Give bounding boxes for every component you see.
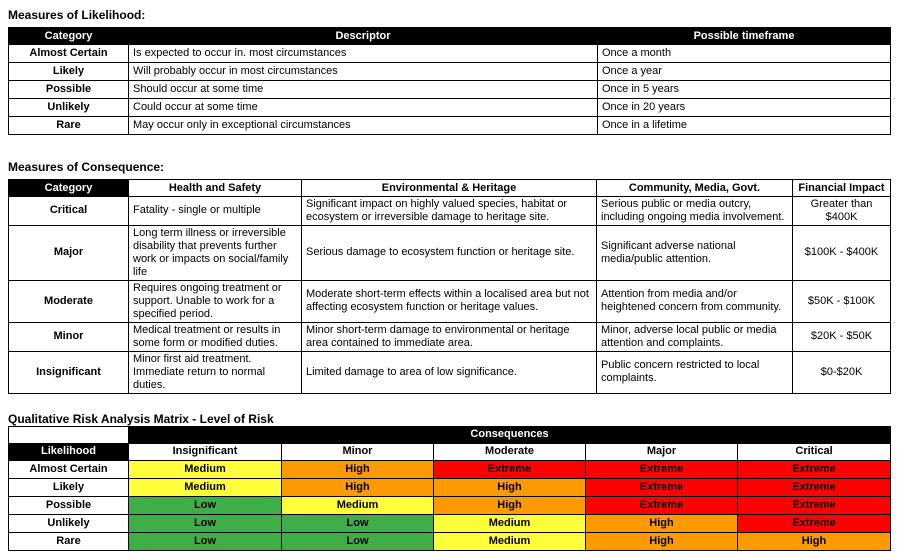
community-cell: Minor, adverse local public or media attention and complaints.: [597, 322, 793, 351]
consequence-col-header-environment: Environmental & Heritage: [302, 180, 597, 197]
risk-cell: High: [738, 532, 891, 550]
risk-cell: High: [586, 532, 738, 550]
risk-cell: Extreme: [434, 460, 586, 478]
consequence-col-header-health: Health and Safety: [129, 180, 302, 197]
consequence-header-row: [9, 180, 891, 197]
health-cell: Long term illness or irreversible disability that prevents further work or impacts on social/family life: [129, 225, 302, 280]
risk-cell: Extreme: [738, 478, 891, 496]
consequences-header: Consequences: [129, 426, 891, 443]
likelihood-header: Likelihood: [9, 443, 129, 460]
category-cell: Almost Certain: [9, 45, 129, 63]
category-cell: Likely: [9, 63, 129, 81]
matrix-corner-cell: [9, 426, 129, 443]
descriptor-cell: Is expected to occur in. most circumstances: [129, 45, 598, 63]
likelihood-cell: Likely: [9, 478, 129, 496]
matrix-col-header: Major: [586, 443, 738, 460]
consequence-col-header-category: Category: [9, 180, 129, 197]
table-row: [9, 81, 891, 99]
likelihood-col-header-timeframe: Possible timeframe: [598, 28, 891, 45]
risk-cell: High: [586, 514, 738, 532]
matrix-header-row: [9, 443, 891, 460]
consequence-section-title: Measures of Consequence:: [8, 160, 165, 174]
financial-cell: $0-$20K: [793, 351, 891, 393]
descriptor-cell: Will probably occur in most circumstances: [129, 63, 598, 81]
risk-cell: Medium: [282, 496, 434, 514]
community-cell: Public concern restricted to local complaints.: [597, 351, 793, 393]
risk-cell: High: [434, 478, 586, 496]
financial-cell: $20K - $50K: [793, 322, 891, 351]
risk-cell: Medium: [129, 478, 282, 496]
community-cell: Significant adverse national media/public attention.: [597, 225, 793, 280]
table-row: [9, 117, 891, 135]
health-cell: Fatality - single or multiple: [129, 197, 302, 226]
risk-cell: Extreme: [738, 496, 891, 514]
community-cell: Attention from media and/or heightened concern from community.: [597, 280, 793, 322]
risk-cell: Low: [129, 496, 282, 514]
risk-cell: Low: [129, 532, 282, 550]
table-row: [9, 45, 891, 63]
risk-cell: Extreme: [586, 496, 738, 514]
timeframe-cell: Once in 20 years: [598, 99, 891, 117]
table-row: [9, 63, 891, 81]
table-row: [9, 99, 891, 117]
timeframe-cell: Once in 5 years: [598, 81, 891, 99]
matrix-col-header: Minor: [282, 443, 434, 460]
financial-cell: $50K - $100K: [793, 280, 891, 322]
health-cell: Minor first aid treatment. Immediate return to normal duties.: [129, 351, 302, 393]
category-cell: Insignificant: [9, 351, 129, 393]
risk-cell: Medium: [434, 532, 586, 550]
likelihood-table: [8, 27, 891, 135]
risk-cell: Low: [282, 514, 434, 532]
category-cell: Rare: [9, 117, 129, 135]
environment-cell: Serious damage to ecosystem function or heritage site.: [302, 225, 597, 280]
risk-cell: Extreme: [586, 460, 738, 478]
matrix-consequences-row: [9, 426, 891, 443]
risk-cell: High: [282, 478, 434, 496]
environment-cell: Minor short-term damage to environmental or heritage area contained to immediate area.: [302, 322, 597, 351]
descriptor-cell: May occur only in exceptional circumstances: [129, 117, 598, 135]
environment-cell: Significant impact on highly valued species, habitat or ecosystem or irreversible damage to heritage site.: [302, 197, 597, 226]
likelihood-cell: Possible: [9, 496, 129, 514]
matrix-row: [9, 532, 891, 550]
risk-cell: Low: [282, 532, 434, 550]
likelihood-col-header-category: Category: [9, 28, 129, 45]
environment-cell: Limited damage to area of low significance.: [302, 351, 597, 393]
table-row: [9, 351, 891, 393]
timeframe-cell: Once in a lifetime: [598, 117, 891, 135]
likelihood-cell: Almost Certain: [9, 460, 129, 478]
matrix-row: [9, 496, 891, 514]
consequence-col-header-financial: Financial Impact: [793, 180, 891, 197]
descriptor-cell: Should occur at some time: [129, 81, 598, 99]
matrix-row: [9, 514, 891, 532]
risk-cell: Medium: [434, 514, 586, 532]
likelihood-cell: Rare: [9, 532, 129, 550]
table-row: [9, 197, 891, 226]
descriptor-cell: Could occur at some time: [129, 99, 598, 117]
likelihood-col-header-descriptor: Descriptor: [129, 28, 598, 45]
risk-cell: Extreme: [586, 478, 738, 496]
risk-cell: Extreme: [738, 460, 891, 478]
environment-cell: Moderate short-term effects within a localised area but not affecting ecosystem function or heritage values.: [302, 280, 597, 322]
likelihood-cell: Unlikely: [9, 514, 129, 532]
financial-cell: Greater than $400K: [793, 197, 891, 226]
financial-cell: $100K - $400K: [793, 225, 891, 280]
risk-cell: High: [434, 496, 586, 514]
matrix-col-header: Insignificant: [129, 443, 282, 460]
timeframe-cell: Once a month: [598, 45, 891, 63]
table-row: [9, 322, 891, 351]
category-cell: Possible: [9, 81, 129, 99]
risk-cell: Extreme: [738, 514, 891, 532]
risk-cell: Low: [129, 514, 282, 532]
health-cell: Requires ongoing treatment or support. Unable to work for a specified period.: [129, 280, 302, 322]
community-cell: Serious public or media outcry, including ongoing media involvement.: [597, 197, 793, 226]
health-cell: Medical treatment or results in some form or modified duties.: [129, 322, 302, 351]
matrix-row: [9, 460, 891, 478]
risk-matrix-table: [8, 426, 891, 551]
consequence-table: [8, 179, 891, 394]
matrix-col-header: Moderate: [434, 443, 586, 460]
likelihood-section-title: Measures of Likelihood:: [8, 8, 146, 22]
risk-cell: Medium: [129, 460, 282, 478]
category-cell: Unlikely: [9, 99, 129, 117]
category-cell: Major: [9, 225, 129, 280]
matrix-col-header: Critical: [738, 443, 891, 460]
risk-cell: High: [282, 460, 434, 478]
timeframe-cell: Once a year: [598, 63, 891, 81]
likelihood-header-row: [9, 28, 891, 45]
matrix-row: [9, 478, 891, 496]
category-cell: Moderate: [9, 280, 129, 322]
table-row: [9, 225, 891, 280]
consequence-col-header-community: Community, Media, Govt.: [597, 180, 793, 197]
category-cell: Critical: [9, 197, 129, 226]
table-row: [9, 280, 891, 322]
category-cell: Minor: [9, 322, 129, 351]
matrix-section-title: Qualitative Risk Analysis Matrix - Level of Risk: [8, 411, 274, 426]
